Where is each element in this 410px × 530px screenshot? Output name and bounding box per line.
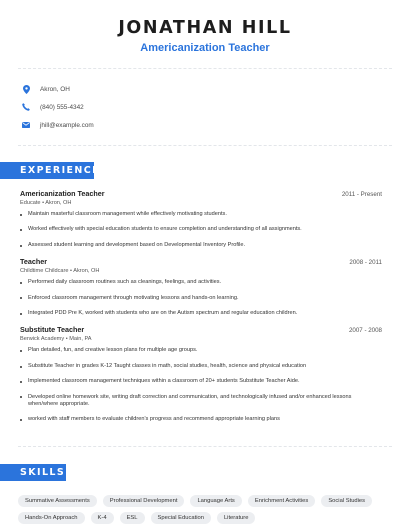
contact-divider — [18, 145, 392, 146]
contact-email-text[interactable]: jhill@example.com — [40, 121, 94, 129]
job-location: Akron, OH — [73, 268, 100, 275]
contact-email[interactable] — [22, 116, 94, 134]
skill-chip: Literature — [217, 512, 256, 524]
candidate-name: JONATHAN HILL — [118, 18, 292, 38]
location-pin-icon — [22, 84, 30, 94]
skill-chip: Summative Assessments — [18, 495, 97, 507]
contact-phone — [22, 98, 94, 116]
skill-chip: Hands-On Approach — [18, 512, 85, 524]
job-bullets — [20, 347, 382, 423]
job-bullet: Integrated PDD Pre K, worked with students who are on the Autism spectrum and regular education children. — [20, 310, 382, 317]
job-bullet: Enforced classroom management through motivating lessons and hands-on learning. — [20, 295, 382, 302]
experience-divider — [18, 446, 392, 447]
skill-chip: Special Education — [151, 512, 211, 524]
skill-chip: Enrichment Activities — [248, 495, 315, 507]
job-title: Teacher — [20, 257, 48, 267]
job-title: Substitute Teacher — [20, 325, 85, 335]
skill-chip: ESL — [120, 512, 145, 524]
job-company: Educate — [20, 200, 41, 206]
job-employer: Berwick Academy • Main, PA — [20, 336, 92, 343]
contact-location — [22, 80, 94, 98]
skills-heading: SKILLS — [0, 464, 66, 481]
job-dates: 2007 - 2008 — [348, 327, 382, 335]
contact-phone-text: (840) 555-4342 — [40, 103, 84, 111]
job-location: Akron, OH — [45, 200, 72, 206]
contact-location-text: Akron, OH — [40, 85, 70, 93]
job-bullet: Maintain masterful classroom management while effectively motivating students. — [20, 211, 382, 218]
job-company: Berwick Academy — [20, 336, 65, 343]
job-location: Main, PA — [69, 336, 92, 343]
skill-chip: Language Arts — [190, 495, 241, 507]
header-divider — [18, 68, 392, 69]
skill-chip: K-4 — [91, 512, 114, 524]
email-icon — [22, 120, 30, 130]
job-bullet: Developed online homework site, writing draft correction and communication, and technologically infused and/or enhanced lessons when/where appropriate. — [20, 394, 382, 409]
job-bullet: worked with staff members to evaluate children's progress and recommend appropriate learning plans — [20, 416, 382, 423]
job-bullet: Assessed student learning and development based on Developmental Inventory Profile. — [20, 242, 382, 249]
job-employer: Educate • Akron, OH — [20, 200, 72, 206]
skill-chip: Professional Development — [103, 495, 185, 507]
job-employer: Childtime Childcare • Akron, OH — [20, 268, 100, 275]
job-company: Childtime Childcare — [20, 268, 69, 275]
contact-list — [22, 80, 94, 134]
job-bullet: Substitute Teacher in grades K-12 Taught classes in math, social studies, health, science and physical education — [20, 363, 382, 370]
job-title: Americanization Teacher — [20, 189, 105, 198]
job-entry — [20, 325, 382, 423]
resume-header — [0, 0, 410, 54]
experience-list — [20, 189, 382, 432]
job-bullet: Implemented classroom management techniques within a classroom of 20+ students Substitute Teacher Aide. — [20, 378, 382, 385]
job-dates: 2011 - Present — [341, 191, 382, 198]
experience-heading: EXPERIENCE — [0, 162, 94, 179]
job-entry — [20, 189, 382, 249]
job-bullets — [20, 279, 382, 317]
job-bullet: Plan detailed, fun, and creative lesson plans for multiple age groups. — [20, 347, 382, 354]
skill-chip: Social Studies — [321, 495, 372, 507]
skills-list — [18, 495, 392, 524]
job-entry — [20, 257, 382, 317]
job-dates: 2008 - 2011 — [349, 259, 382, 267]
job-bullets — [20, 211, 382, 249]
candidate-title: Americanization Teacher — [140, 42, 270, 54]
job-bullet: Worked effectively with special education students to ensure completion and understanding of all assignments. — [20, 226, 382, 233]
phone-icon — [22, 102, 30, 112]
job-bullet: Performed daily classroom routines such as cleanings, feelings, and activities. — [20, 279, 382, 286]
